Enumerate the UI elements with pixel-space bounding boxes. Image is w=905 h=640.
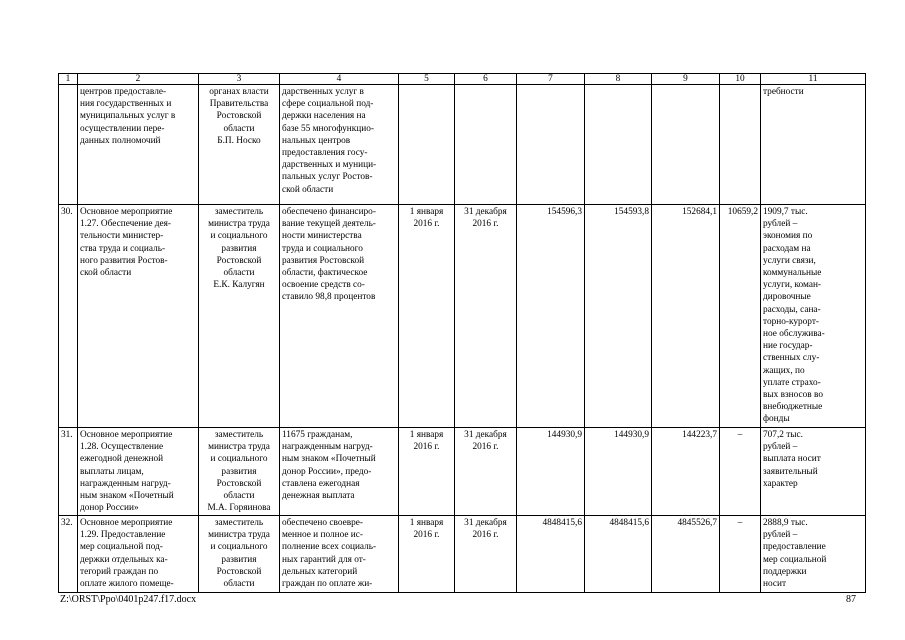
- amount-plan: [517, 85, 585, 205]
- amount-budget: [585, 85, 652, 205]
- amount-plan: 4848415,6: [517, 516, 585, 593]
- col-number: 5: [399, 74, 455, 85]
- table-row-continuation: [59, 85, 866, 205]
- col-number: 6: [455, 74, 517, 85]
- result: обеспечено своевре- менное и полное ис- полнение всех социаль- ных гарантий для от- дельных категорий граждан по оплате жи-: [280, 516, 399, 593]
- result: обеспечено финансиро- вание текущей деятель- ности министерства труда и социального развития Ростовской области, фактическое освоение средств со- ставило 98,8 процентов: [280, 205, 399, 428]
- row-number: [59, 85, 78, 205]
- note: 2888,9 тыс. рублей – предоставление мер социальной поддержки носит: [761, 516, 866, 593]
- column-number-row: [59, 74, 866, 85]
- amount-actual: [652, 85, 720, 205]
- end-date: [455, 85, 517, 205]
- amount-actual: 152684,1: [652, 205, 720, 428]
- result: дарственных услуг в сфере социальной под- держки населения на базе 55 многофункцио- нальных центров предоставления госу- дарственных и муници- пальных услуг Ростов- ской области: [280, 85, 399, 205]
- start-date: [399, 85, 455, 205]
- col-number: 7: [517, 74, 585, 85]
- responsible: заместитель министра труда и социального развития Ростовской области: [199, 516, 280, 593]
- row-number: 30.: [59, 205, 78, 428]
- table-row: [59, 205, 866, 428]
- col-number: 2: [78, 74, 199, 85]
- note: 707,2 тыс. рублей – выплата носит заявительный характер: [761, 428, 866, 516]
- page-number: 87: [846, 594, 856, 605]
- amount-budget: 4848415,6: [585, 516, 652, 593]
- col-number: 3: [199, 74, 280, 85]
- amount-contract: –: [720, 516, 761, 593]
- result: 11675 гражданам, награжденным нагруд- ным знаком «Почетный донор России», предо- ставлена ежегодная денежная выплата: [280, 428, 399, 516]
- row-number: 31.: [59, 428, 78, 516]
- col-number: 10: [720, 74, 761, 85]
- responsible: заместитель министра труда и социального развития Ростовской области М.А. Горяинова: [199, 428, 280, 516]
- responsible: заместитель министра труда и социального развития Ростовской области Е.К. Калугян: [199, 205, 280, 428]
- amount-budget: 144930,9: [585, 428, 652, 516]
- activity-name: Основное мероприятие 1.28. Осуществление ежегодной денежной выплаты лицам, награжденным нагруд- ным знаком «Почетный донор России»: [78, 428, 199, 516]
- amount-contract: [720, 85, 761, 205]
- amount-plan: 144930,9: [517, 428, 585, 516]
- table-row: [59, 516, 866, 593]
- responsible: органах власти Правительства Ростовской области Б.П. Носко: [199, 85, 280, 205]
- report-table: [58, 73, 866, 593]
- table-row: [59, 428, 866, 516]
- note: 1909,7 тыс. рублей – экономия по расходам на услуги связи, коммунальные услуги, коман- дировочные расходы, сана- торно-курорт- ное обслужива- ние государ- ственных слу- жащих, по уплате страхо- вых взносов во внебюджетные фонды: [761, 205, 866, 428]
- amount-contract: –: [720, 428, 761, 516]
- start-date: 1 января 2016 г.: [399, 428, 455, 516]
- note: требности: [761, 85, 866, 205]
- col-number: 9: [652, 74, 720, 85]
- col-number: 11: [761, 74, 866, 85]
- row-number: 32.: [59, 516, 78, 593]
- col-number: 8: [585, 74, 652, 85]
- amount-contract: 10659,2: [720, 205, 761, 428]
- end-date: 31 декабря 2016 г.: [455, 516, 517, 593]
- amount-actual: 144223,7: [652, 428, 720, 516]
- activity-name: Основное мероприятие 1.27. Обеспечение дея- тельности министер- ства труда и социаль- ного развития Ростов- ской области: [78, 205, 199, 428]
- activity-name: центров предоставле- ния государственных и муниципальных услуг в осуществлении пере- данных полномочий: [78, 85, 199, 205]
- amount-plan: 154596,3: [517, 205, 585, 428]
- amount-budget: 154593,8: [585, 205, 652, 428]
- end-date: 31 декабря 2016 г.: [455, 428, 517, 516]
- amount-actual: 4845526,7: [652, 516, 720, 593]
- start-date: 1 января 2016 г.: [399, 516, 455, 593]
- col-number: 1: [59, 74, 78, 85]
- file-path: Z:\ORST\Ppo\0401p247.f17.docx: [60, 594, 197, 605]
- start-date: 1 января 2016 г.: [399, 205, 455, 428]
- col-number: 4: [280, 74, 399, 85]
- end-date: 31 декабря 2016 г.: [455, 205, 517, 428]
- activity-name: Основное мероприятие 1.29. Предоставление мер социальной под- держки отдельных ка- тегорий граждан по оплате жилого помеще-: [78, 516, 199, 593]
